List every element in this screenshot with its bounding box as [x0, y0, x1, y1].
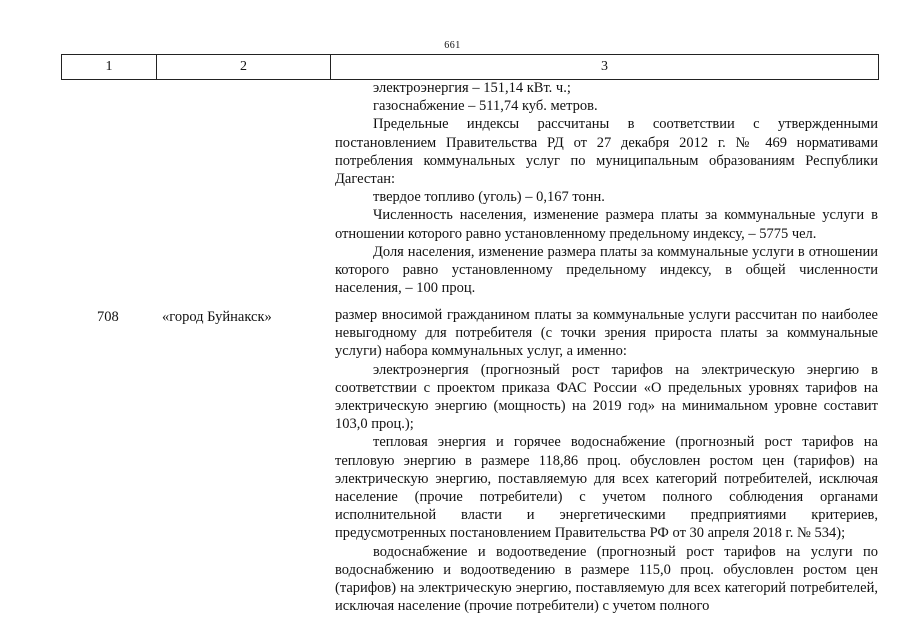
paragraph: Численность населения, изменение размера платы за коммунальные услуги в отношении которого равно установленному предельному индексу, – 5775 чел.	[335, 207, 878, 242]
paragraph: размер вносимой гражданином платы за коммунальные услуги рассчитан по наиболее невыгодному для потребителя (с точки зрения прироста платы за коммунальные услуги) набора коммунальных услуг, а именно:	[335, 307, 878, 360]
paragraph: тепловая энергия и горячее водоснабжение (прогнозный рост тарифов на тепловую энергию в размере 118,86 проц. обусловлен ростом цен (тарифов) на электрическую энергию, поставляемую для всех категорий потребителей, исключая население (прочие потребители) с учетом полного соблюдения органами исполнительной власти и энергетическими предприятиями критериев, предусмотренных постановлением Правительства РФ от 30 апреля 2018 г. № 534);	[335, 434, 878, 542]
row-number: 708	[97, 309, 119, 325]
paragraph: Доля населения, изменение размера платы за коммунальные услуги в отношении которого равно установленному предельному индексу, в общей численности населения, – 100 проц.	[335, 243, 878, 297]
column-header-2: 2	[157, 55, 331, 79]
column-header-3: 3	[331, 55, 879, 79]
previous-row-continuation	[335, 79, 878, 297]
paragraph: твердое топливо (уголь) – 0,167 тонн.	[373, 189, 605, 206]
column-header-1: 1	[61, 55, 157, 79]
row-description	[335, 306, 878, 615]
table-header-row	[61, 54, 879, 80]
paragraph: электроэнергия (прогнозный рост тарифов на электрическую энергию в соответствии с проектом приказа ФАС России «О предельных уровнях тарифов на электрическую энергию (мощность) на 2019 год» на минимальном уровне составит 103,0 проц.);	[335, 361, 878, 433]
municipality-name: «город Буйнакск»	[162, 309, 272, 325]
paragraph: электроэнергия – 151,14 кВт. ч.;	[373, 80, 571, 96]
paragraph: Предельные индексы рассчитаны в соответствии с утвержденными постановлением Правительства РД от 27 декабря 2012 г. № 469 нормативами потребления коммунальных услуг по муниципальным образованиям Республики Дагестан:	[335, 116, 878, 188]
paragraph: газоснабжение – 511,74 куб. метров.	[373, 98, 598, 115]
page-number: 661	[444, 40, 461, 51]
paragraph: водоснабжение и водоотведение (прогнозный рост тарифов на услуги по водоснабжению и водоотведению в размере 115,0 проц. обусловлен ростом цен (тарифов) на электрическую энергию, поставляемую для всех категорий потребителей, исключая население (прочие потребители) с учетом полного	[335, 543, 878, 615]
